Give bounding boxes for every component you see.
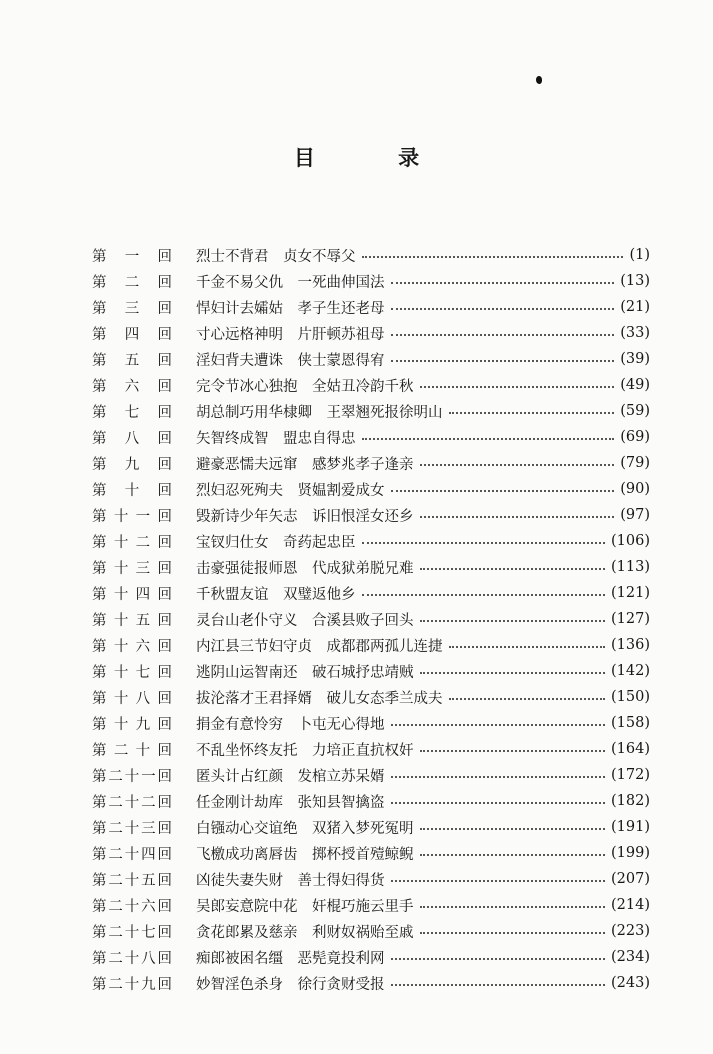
dot-leader: [420, 386, 615, 388]
chapter-number-char: 回: [157, 586, 172, 603]
dot-leader: [420, 906, 606, 908]
chapter-number-char: 回: [157, 274, 172, 291]
chapter-number-char: 十: [124, 950, 140, 967]
chapter-number-char: 二: [108, 872, 123, 889]
chapter-number-char: 回: [157, 482, 172, 499]
chapter-title: 寸心远格神明 片肝顿苏祖母: [196, 326, 385, 343]
chapter-number: [92, 271, 182, 292]
chapter-number: [92, 791, 182, 812]
page-number: (79): [620, 455, 650, 471]
chapter-title: 矢智终成智 盟忠自得忠: [196, 430, 356, 447]
toc-entry: [92, 632, 650, 658]
toc-entry: [92, 684, 650, 710]
chapter-number-char: 九: [141, 976, 156, 993]
chapter-number: [92, 349, 182, 370]
dot-leader: [391, 308, 615, 310]
chapter-number-char: 回: [157, 742, 172, 759]
chapter-number: [92, 479, 182, 500]
page-number: (113): [611, 559, 650, 575]
toc-entry: [92, 450, 650, 476]
chapter-number: [92, 921, 182, 942]
chapter-number-char: 二: [124, 274, 140, 291]
dot-leader: [391, 724, 606, 726]
chapter-number: [92, 635, 182, 656]
chapter-number-char: 十: [113, 690, 129, 707]
chapter-number: [92, 817, 182, 838]
toc-entry: [92, 606, 650, 632]
toc-entry: [92, 970, 650, 996]
chapter-number-char: 六: [141, 898, 156, 915]
chapter-number-char: 回: [157, 352, 172, 369]
page-number: (150): [611, 689, 650, 705]
chapter-title: 毁新诗少年矢志 诉旧恨淫女还乡: [196, 508, 414, 525]
chapter-number-char: 回: [157, 664, 172, 681]
page-number: (59): [620, 403, 650, 419]
page-number: (243): [611, 975, 650, 991]
dot-leader: [391, 360, 615, 362]
chapter-number: [92, 947, 182, 968]
toc-entry: [92, 554, 650, 580]
chapter-number-char: 回: [157, 690, 172, 707]
page-number: (223): [611, 923, 650, 939]
chapter-title: 任金刚计劫库 张知县智擒盗: [196, 794, 385, 811]
chapter-number-char: 第: [92, 924, 107, 941]
chapter-number-char: 第: [92, 352, 107, 369]
chapter-number-char: 回: [157, 378, 172, 395]
chapter-number-char: 二: [108, 950, 123, 967]
chapter-number-char: 回: [157, 794, 172, 811]
chapter-number: [92, 713, 182, 734]
chapter-number-char: 第: [92, 976, 107, 993]
chapter-number-char: 第: [92, 768, 107, 785]
toc-entry: [92, 892, 650, 918]
chapter-title: 淫妇背夫遭诛 侠士蒙恩得宥: [196, 352, 385, 369]
chapter-number-char: 回: [157, 248, 172, 265]
chapter-title: 千秋盟友谊 双璧返他乡: [196, 586, 356, 603]
chapter-number-char: 回: [157, 430, 172, 447]
dot-leader: [449, 412, 615, 414]
dot-leader: [391, 334, 615, 336]
page-number: (214): [611, 897, 650, 913]
chapter-number-char: 第: [92, 638, 107, 655]
chapter-number-char: 回: [157, 326, 172, 343]
chapter-number-char: 三: [124, 300, 140, 317]
chapter-title: 拔沦落才王君择婿 破儿女态季兰成夫: [196, 690, 443, 707]
page-number: (136): [611, 637, 650, 653]
chapter-number-char: 第: [92, 950, 107, 967]
chapter-number-char: 五: [124, 352, 140, 369]
chapter-title: 千金不易父仇 一死曲伸国法: [196, 274, 385, 291]
chapter-number-char: 回: [157, 508, 172, 525]
chapter-number-char: 十: [113, 612, 129, 629]
dot-leader: [391, 490, 615, 492]
page-number: (142): [611, 663, 650, 679]
page-number: (234): [611, 949, 650, 965]
toc-entry: [92, 372, 650, 398]
chapter-number-char: 回: [157, 872, 172, 889]
chapter-number-char: 五: [141, 872, 156, 889]
chapter-number-char: 十: [113, 586, 129, 603]
chapter-number: [92, 895, 182, 916]
chapter-title: 贪花郎累及慈亲 利财奴祸贻至戚: [196, 924, 414, 941]
chapter-number-char: 十: [124, 482, 140, 499]
chapter-number-char: 九: [124, 456, 140, 473]
page-number: (69): [620, 429, 650, 445]
chapter-number-char: 回: [157, 404, 172, 421]
dot-leader: [391, 880, 606, 882]
chapter-number: [92, 401, 182, 422]
page-number: (207): [611, 871, 650, 887]
toc-entry: [92, 866, 650, 892]
chapter-title: 避豪恶懦夫远窜 感梦兆孝子逢亲: [196, 456, 414, 473]
chapter-number-char: 二: [108, 846, 123, 863]
chapter-number-char: 第: [92, 274, 107, 291]
chapter-title: 捐金有意怜穷 卜屯无心得地: [196, 716, 385, 733]
chapter-number: [92, 323, 182, 344]
page-number: (121): [611, 585, 650, 601]
dot-leader: [449, 698, 606, 700]
page-number: (90): [620, 481, 650, 497]
chapter-number: [92, 661, 182, 682]
toc-entry: [92, 580, 650, 606]
chapter-number-char: 第: [92, 690, 107, 707]
chapter-title: 完令节冰心独抱 全姑丑冷韵千秋: [196, 378, 414, 395]
chapter-title: 吴郎妄意院中花 奸棍巧施云里手: [196, 898, 414, 915]
chapter-number: [92, 531, 182, 552]
chapter-number: [92, 973, 182, 994]
dot-leader: [449, 646, 606, 648]
chapter-number: [92, 245, 182, 266]
chapter-number-char: 一: [141, 768, 156, 785]
chapter-number-char: 十: [124, 768, 140, 785]
chapter-number: [92, 843, 182, 864]
chapter-number-char: 第: [92, 898, 107, 915]
chapter-number-char: 第: [92, 508, 107, 525]
chapter-number-char: 回: [157, 638, 172, 655]
chapter-number-char: 二: [141, 794, 156, 811]
chapter-number-char: 二: [108, 768, 123, 785]
dot-leader: [391, 282, 615, 284]
page-number: (13): [620, 273, 650, 289]
chapter-number-char: 三: [135, 560, 151, 577]
chapter-number-char: 回: [157, 924, 172, 941]
chapter-number-char: 十: [113, 638, 129, 655]
toc-entry: [92, 502, 650, 528]
chapter-number-char: 第: [92, 404, 107, 421]
chapter-number-char: 回: [157, 768, 172, 785]
chapter-number-char: 六: [135, 638, 151, 655]
chapter-number-char: 七: [141, 924, 156, 941]
chapter-number-char: 第: [92, 534, 107, 551]
page-number: (164): [611, 741, 650, 757]
page-number: (172): [611, 767, 650, 783]
chapter-number-char: 第: [92, 378, 107, 395]
chapter-title: 烈士不背君 贞女不辱父: [196, 248, 356, 265]
chapter-number-char: 第: [92, 846, 107, 863]
chapter-number-char: 回: [157, 612, 172, 629]
chapter-number-char: 四: [141, 846, 156, 863]
chapter-number-char: 十: [124, 820, 140, 837]
dot-leader: [362, 594, 606, 596]
chapter-title: 凶徒失妻失财 善士得妇得货: [196, 872, 385, 889]
dot-leader: [420, 568, 606, 570]
toc-entry: [92, 840, 650, 866]
chapter-title: 痴郎被困名缰 恶髡竟投利网: [196, 950, 385, 967]
toc-entry: [92, 424, 650, 450]
toc-entry: [92, 398, 650, 424]
page-number: (21): [620, 299, 650, 315]
chapter-title: 妙智淫色杀身 徐行贪财受报: [196, 976, 385, 993]
chapter-number-char: 第: [92, 560, 107, 577]
chapter-number-char: 回: [157, 300, 172, 317]
dot-leader: [391, 958, 606, 960]
chapter-number-char: 十: [113, 560, 129, 577]
chapter-number: [92, 765, 182, 786]
chapter-title: 烈妇忍死殉夫 贤媪割爱成女: [196, 482, 385, 499]
toc-entry: [92, 320, 650, 346]
chapter-number-char: 十: [113, 664, 129, 681]
chapter-number-char: 二: [108, 898, 123, 915]
chapter-number-char: 第: [92, 664, 107, 681]
chapter-number: [92, 687, 182, 708]
dot-leader: [420, 516, 615, 518]
chapter-number-char: 二: [113, 742, 129, 759]
chapter-number-char: 十: [124, 898, 140, 915]
chapter-number: [92, 297, 182, 318]
toc-entry: [92, 736, 650, 762]
chapter-number: [92, 869, 182, 890]
chapter-number-char: 八: [141, 950, 156, 967]
chapter-number-char: 第: [92, 820, 107, 837]
page-number: (199): [611, 845, 650, 861]
dot-leader: [420, 932, 606, 934]
chapter-number-char: 十: [113, 534, 129, 551]
chapter-number-char: 十: [124, 846, 140, 863]
dot-leader: [420, 750, 606, 752]
dot-leader: [420, 464, 615, 466]
chapter-number: [92, 453, 182, 474]
chapter-number-char: 八: [124, 430, 140, 447]
page-title: 目 录: [293, 146, 458, 170]
chapter-number-char: 回: [157, 534, 172, 551]
chapter-number-char: 十: [124, 794, 140, 811]
chapter-number-char: 十: [113, 716, 129, 733]
chapter-number-char: 二: [108, 794, 123, 811]
dot-leader: [362, 256, 624, 258]
dot-leader: [420, 828, 606, 830]
toc-entry: [92, 918, 650, 944]
dot-leader: [420, 672, 606, 674]
chapter-number-char: 第: [92, 482, 107, 499]
chapter-number-char: 第: [92, 612, 107, 629]
chapter-title: 宝钗归仕女 奇药起忠臣: [196, 534, 356, 551]
page-number: (158): [611, 715, 650, 731]
chapter-number-char: 十: [124, 872, 140, 889]
table-of-contents: [92, 242, 650, 996]
dot-leader: [420, 620, 606, 622]
dot-leader: [420, 854, 606, 856]
chapter-number-char: 第: [92, 430, 107, 447]
toc-entry: [92, 346, 650, 372]
toc-entry: [92, 814, 650, 840]
chapter-number-char: 九: [135, 716, 151, 733]
chapter-number-char: 二: [108, 976, 123, 993]
page-number: (191): [611, 819, 650, 835]
chapter-title: 内江县三节妇守贞 成都郡两孤儿连捷: [196, 638, 443, 655]
ink-spot: [536, 76, 542, 84]
dot-leader: [391, 984, 606, 986]
chapter-number-char: 七: [124, 404, 140, 421]
chapter-number-char: 第: [92, 326, 107, 343]
chapter-number-char: 第: [92, 586, 107, 603]
chapter-title: 匿头计占红颜 发棺立苏呆婿: [196, 768, 385, 785]
chapter-title: 逃阴山运智南还 破石城抒忠靖贼: [196, 664, 414, 681]
page-number: (182): [611, 793, 650, 809]
chapter-number-char: 三: [141, 820, 156, 837]
toc-entry: [92, 658, 650, 684]
toc-entry: [92, 944, 650, 970]
chapter-number-char: 第: [92, 872, 107, 889]
chapter-number-char: 四: [135, 586, 151, 603]
chapter-number: [92, 505, 182, 526]
chapter-title: 击豪强徒报师恩 代成狱弟脱兄难: [196, 560, 414, 577]
chapter-number-char: 二: [108, 924, 123, 941]
dot-leader: [362, 542, 606, 544]
page-number: (127): [611, 611, 650, 627]
chapter-number-char: 第: [92, 716, 107, 733]
chapter-number-char: 二: [135, 534, 151, 551]
toc-entry: [92, 762, 650, 788]
chapter-number-char: 七: [135, 664, 151, 681]
chapter-number-char: 十: [135, 742, 151, 759]
chapter-title: 飞檄成功离唇齿 掷杯授首殪鲸鲵: [196, 846, 414, 863]
chapter-number-char: 第: [92, 742, 107, 759]
chapter-title: 悍妇计去孀姑 孝子生还老母: [196, 300, 385, 317]
chapter-number: [92, 609, 182, 630]
chapter-number-char: 十: [113, 508, 129, 525]
chapter-number-char: 五: [135, 612, 151, 629]
toc-entry: [92, 268, 650, 294]
chapter-number-char: 一: [135, 508, 151, 525]
chapter-number-char: 第: [92, 794, 107, 811]
chapter-number-char: 第: [92, 456, 107, 473]
chapter-number: [92, 375, 182, 396]
page-number: (39): [620, 351, 650, 367]
toc-entry: [92, 476, 650, 502]
page-number: (106): [611, 533, 650, 549]
chapter-number-char: 四: [124, 326, 140, 343]
chapter-number-char: 十: [124, 924, 140, 941]
chapter-number-char: 回: [157, 846, 172, 863]
chapter-title: 胡总制巧用华棣卿 王翠翘死报徐明山: [196, 404, 443, 421]
chapter-title: 不乱坐怀终友托 力培正直抗权奸: [196, 742, 414, 759]
page-number: (49): [620, 377, 650, 393]
toc-entry: [92, 710, 650, 736]
chapter-number: [92, 557, 182, 578]
chapter-title: 白镪动心交谊绝 双猪入梦死冤明: [196, 820, 414, 837]
chapter-number-char: 八: [135, 690, 151, 707]
chapter-number-char: 回: [157, 898, 172, 915]
chapter-number-char: 回: [157, 820, 172, 837]
chapter-number-char: 回: [157, 456, 172, 473]
chapter-number-char: 回: [157, 950, 172, 967]
page-number: (1): [629, 247, 650, 263]
page-number: (33): [620, 325, 650, 341]
chapter-number: [92, 583, 182, 604]
chapter-number-char: 第: [92, 300, 107, 317]
dot-leader: [391, 776, 606, 778]
page-number: (97): [620, 507, 650, 523]
chapter-number-char: 十: [124, 976, 140, 993]
chapter-title: 灵台山老仆守义 合溪县败子回头: [196, 612, 414, 629]
chapter-number: [92, 427, 182, 448]
dot-leader: [362, 438, 615, 440]
chapter-number-char: 回: [157, 716, 172, 733]
toc-entry: [92, 528, 650, 554]
chapter-number-char: 六: [124, 378, 140, 395]
chapter-number-char: 回: [157, 560, 172, 577]
toc-entry: [92, 294, 650, 320]
toc-entry: [92, 242, 650, 268]
chapter-number: [92, 739, 182, 760]
dot-leader: [391, 802, 606, 804]
chapter-number-char: 第: [92, 248, 107, 265]
chapter-number-char: 二: [108, 820, 123, 837]
toc-entry: [92, 788, 650, 814]
chapter-number-char: 一: [124, 248, 140, 265]
chapter-number-char: 回: [157, 976, 172, 993]
